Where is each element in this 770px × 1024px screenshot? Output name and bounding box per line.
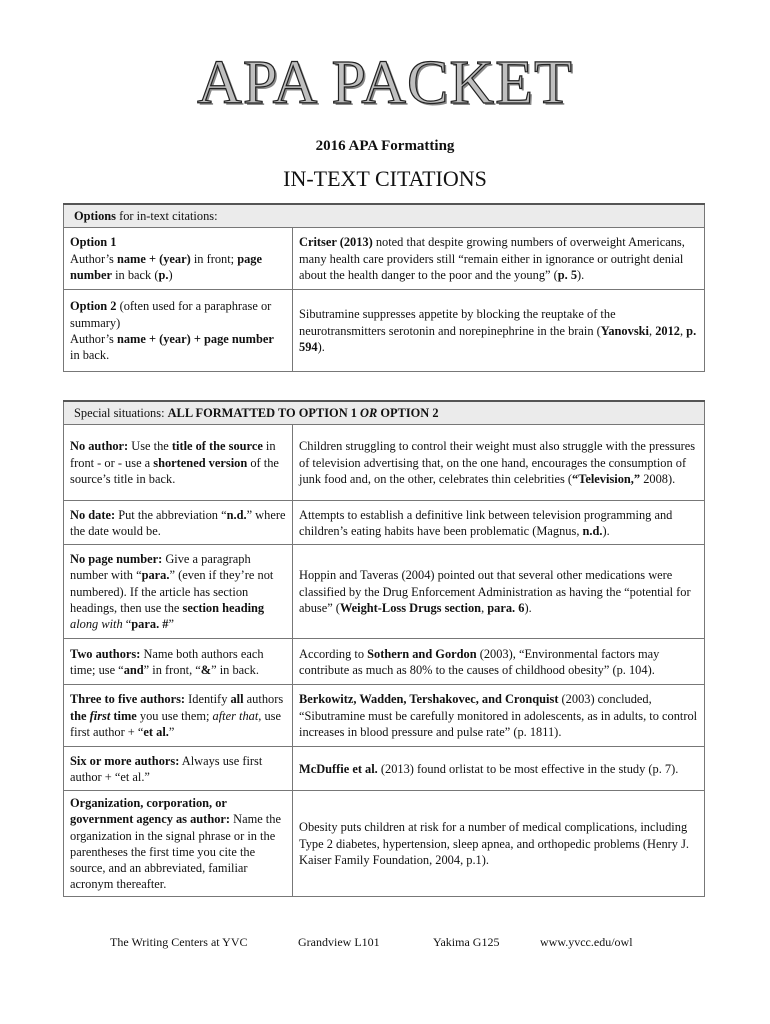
option-row (64, 228, 705, 290)
situation-row (64, 791, 705, 897)
option-description: Option 2 (often used for a paraphrase or summary) Author’s name + (year) + page number in back. (64, 290, 293, 372)
option-description: Option 1 Author’s name + (year) in front; page number in back (p.) (64, 228, 293, 290)
situation-example: Attempts to establish a definitive link between television programming and children’s eating habits have been problematic (Magnus, n.d.). (293, 501, 705, 545)
special-situations-table (63, 400, 705, 897)
footer-url[interactable]: www.yvcc.edu/owl (540, 935, 633, 949)
situation-example: Berkowitz, Wadden, Tershakovec, and Cronquist (2003) concluded, “Sibutramine must be carefully monitored in adolescents, as in adults, to control increases in blood pressure and pulse rate” (p. 1811). (293, 685, 705, 747)
footer-location-grandview: Grandview L101 (298, 935, 380, 949)
situation-description: No author: Use the title of the source in front - or - use a shortened version of the source’s title in back. (64, 425, 293, 501)
situation-example: McDuffie et al. (2013) found orlistat to be most effective in the study (p. 7). (293, 747, 705, 791)
footer-org: The Writing Centers at YVC (110, 935, 248, 949)
situation-example: Obesity puts children at risk for a number of medical complications, including Type 2 diabetes, hypertension, sleep apnea, and orthopedic problems (Henry J. Kaiser Family Foundation, 2004, p.1). (293, 791, 705, 897)
situation-example: Hoppin and Taveras (2004) pointed out that several other medications were classified by the Drug Enforcement Administration as having the “potential for abuse” (Weight-Loss Drugs section, para. 6). (293, 545, 705, 639)
situation-row (64, 501, 705, 545)
situation-row (64, 747, 705, 791)
situation-description: Organization, corporation, or government agency as author: Name the organization in the signal phrase or in the parentheses the first time you cite the source, and an abbreviated, familiar acronym thereafter. (64, 791, 293, 897)
situation-row (64, 639, 705, 685)
situation-description: Two authors: Name both authors each time; use “and” in front, “&” in back. (64, 639, 293, 685)
situation-description: Six or more authors: Always use first author + “et al.” (64, 747, 293, 791)
situation-description: No date: Put the abbreviation “n.d.” where the date would be. (64, 501, 293, 545)
options-table (63, 203, 705, 372)
situation-example: Children struggling to control their weight must also struggle with the pressures of television advertising that, on the one hand, encourages the consumption of junk food and, on the other, celebrates thin celebrities (“Television,” 2008). (293, 425, 705, 501)
situation-row (64, 425, 705, 501)
situation-description: No page number: Give a paragraph number with “para.” (even if they’re not numbered). If the article has section headings, then use the section heading along with “para. #” (64, 545, 293, 639)
special-header: Special situations: ALL FORMATTED TO OPTION 1 OR OPTION 2 (64, 401, 705, 425)
section-title: IN-TEXT CITATIONS (283, 166, 487, 191)
options-header: Options for in-text citations: (64, 204, 705, 228)
page-title: APA PACKET (197, 49, 573, 117)
situation-description: Three to five authors: Identify all authors the first time you use them; after that, use first author + “et al.” (64, 685, 293, 747)
option-row (64, 290, 705, 372)
option-example: Critser (2013) noted that despite growing numbers of overweight Americans, many health care providers still “remain either in ignorance or outright denial about the health danger to the poor and the young” (p. 5). (293, 228, 705, 290)
situation-row (64, 685, 705, 747)
footer-location-yakima: Yakima G125 (433, 935, 500, 949)
situation-row (64, 545, 705, 639)
situation-example: According to Sothern and Gordon (2003), “Environmental factors may contribute as much as 80% to the causes of childhood obesity” (p. 104). (293, 639, 705, 685)
option-example: Sibutramine suppresses appetite by blocking the reuptake of the neurotransmitters serotonin and norepinephrine in the brain (Yanovski, 2012, p. 594). (293, 290, 705, 372)
page-subtitle: 2016 APA Formatting (315, 138, 455, 154)
